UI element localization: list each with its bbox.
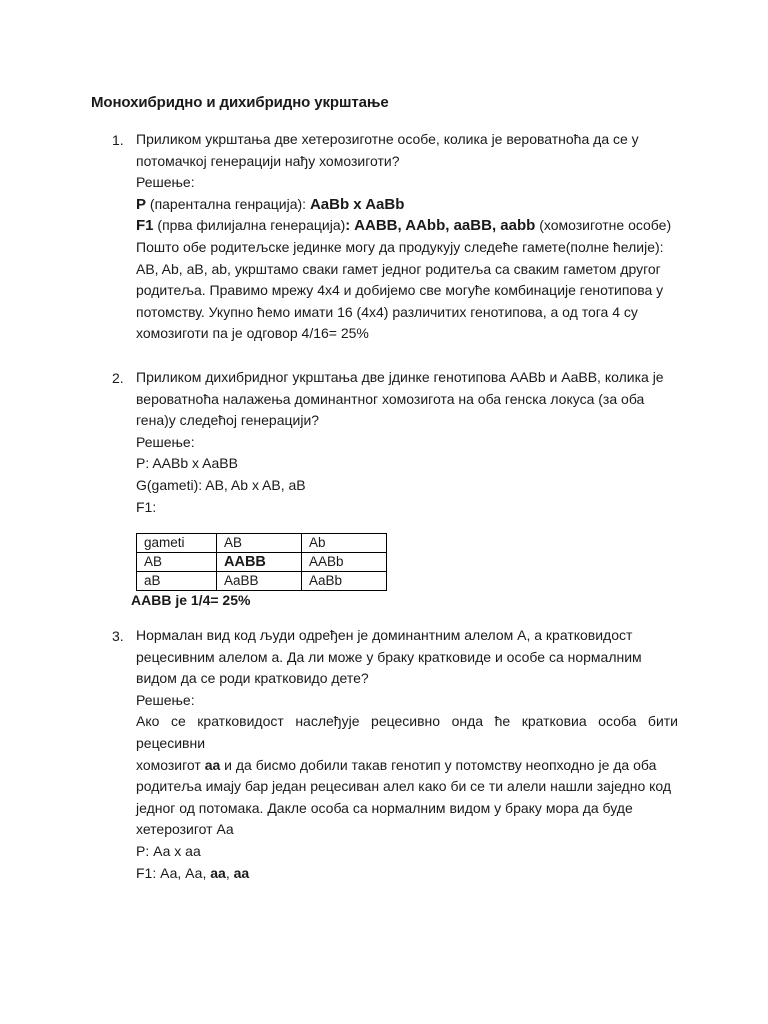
table-cell: AABB: [217, 553, 302, 572]
f1-line: [136, 863, 678, 885]
p-desc: (парентална генрација):: [149, 195, 307, 212]
gametes-line: G(gameti): AB, Ab x AB, aB: [136, 476, 306, 493]
table-cell: AABb: [302, 553, 387, 572]
f1-desc: (прва филијална генерација): [157, 217, 346, 234]
question-number: 3.: [112, 628, 124, 644]
table-cell: AaBb: [302, 572, 387, 591]
question-text: гена)у следећој генерацији?: [136, 412, 320, 429]
f1-label: F1: [136, 217, 154, 235]
paragraph-line: родитеља. Правимо мрежу 4x4 и добијемо све могуће комбинације генотипова у: [136, 282, 664, 299]
question-number: 1.: [112, 132, 124, 148]
paragraph-line: Ако се кратковидост наслеђује рецесивно онда ће кратковиа особа бити рецесивни: [136, 713, 678, 751]
table-cell: AB: [137, 553, 217, 572]
question-text: рецесивним алелом а. Да ли може у браку кратковиде и особе са нормалним: [136, 648, 642, 665]
page-title: Монохибридно и дихибридно укрштање: [91, 94, 389, 111]
solution-label: Решење:: [136, 433, 195, 450]
genotype-bold: аа: [204, 756, 221, 773]
paragraph-text: и да бисмо добили такав генотип у потомству неопходно је да оба: [224, 756, 657, 773]
p-label: P: [136, 195, 147, 213]
parental-line: P: AABb x AaBB: [136, 455, 238, 472]
paragraph-line: [136, 755, 678, 777]
solution-label: Решење:: [136, 691, 195, 708]
paragraph-line: родитеља имају бар један рецесиван алел како би се ти алели нашли заједно код: [136, 778, 672, 795]
table-header-cell: AB: [217, 534, 302, 553]
result-text: AABB je 1/4= 25%: [131, 592, 251, 608]
question-text: потомачкој генерацији нађу хомозиготи?: [136, 152, 400, 169]
paragraph-text: хомозигот: [136, 756, 201, 773]
gametes-table: [136, 533, 387, 591]
f1-prefix: F1: Аа, Аа,: [136, 864, 207, 881]
explanation-paragraph: [136, 237, 678, 345]
question-text: вероватноћа налажења доминантног хомозигота на оба генска локуса (за оба: [136, 390, 645, 407]
question-text: Приликом дихибридног укрштања две јдинке генотипова AABb и AaBB, колика је: [136, 369, 664, 385]
paragraph-line: једног од потомака. Дакле особа са нормалним видом у браку мора да буде: [136, 799, 633, 816]
question-number: 2.: [112, 370, 124, 386]
question-text: Нормалан вид код људи одређен је доминантним алелом А, а кратковидост: [136, 627, 633, 643]
f1-colon: :: [345, 217, 351, 235]
f1-separator: ,: [225, 864, 230, 881]
table-header-cell: Ab: [302, 534, 387, 553]
table-row: [137, 572, 387, 591]
paragraph-line: потомству. Укупно ћемо имати 16 (4x4) различитих генотипова, а од тога 4 су: [136, 303, 638, 320]
p-value: AaBb x AaBb: [309, 195, 405, 213]
f1-line: [136, 215, 678, 237]
f1-value: AABB, AAbb, aaBB, aabb: [354, 217, 536, 235]
genotype-bold: аа: [210, 864, 226, 881]
question-1-body: [136, 129, 678, 345]
genotype-bold: аа: [233, 864, 250, 881]
question-3-body: [136, 625, 678, 884]
table-header-cell: gameti: [137, 534, 217, 553]
question-2-body: [136, 367, 678, 518]
paragraph-line: хомозиготи па је одговор 4/16= 25%: [136, 325, 369, 342]
question-text: видом да се роди кратковидо дете?: [136, 670, 369, 687]
table-cell: aB: [137, 572, 217, 591]
table-header-row: [137, 534, 387, 553]
f1-note: (хомозиготне особе): [539, 217, 672, 234]
paragraph-line: AB, Ab, aB, ab, укрштамо сваки гамет једног родитеља са сваким гаметом другог: [136, 260, 661, 277]
table-cell: AaBB: [217, 572, 302, 591]
parental-line: P: Аа x аа: [136, 842, 201, 859]
question-text: Приликом укрштања две хетерозиготне особе, колика је вероватноћа да се у: [136, 131, 639, 147]
parental-line: [136, 194, 678, 216]
paragraph-line: Пошто обе родитељске јединке могу да продукују следеће гамете(полне ћелије):: [136, 238, 664, 255]
f1-line: F1:: [136, 498, 157, 515]
solution-label: Решење:: [136, 174, 195, 191]
table-row: [137, 553, 387, 572]
paragraph-line: хетерозигот Аа: [136, 821, 234, 838]
